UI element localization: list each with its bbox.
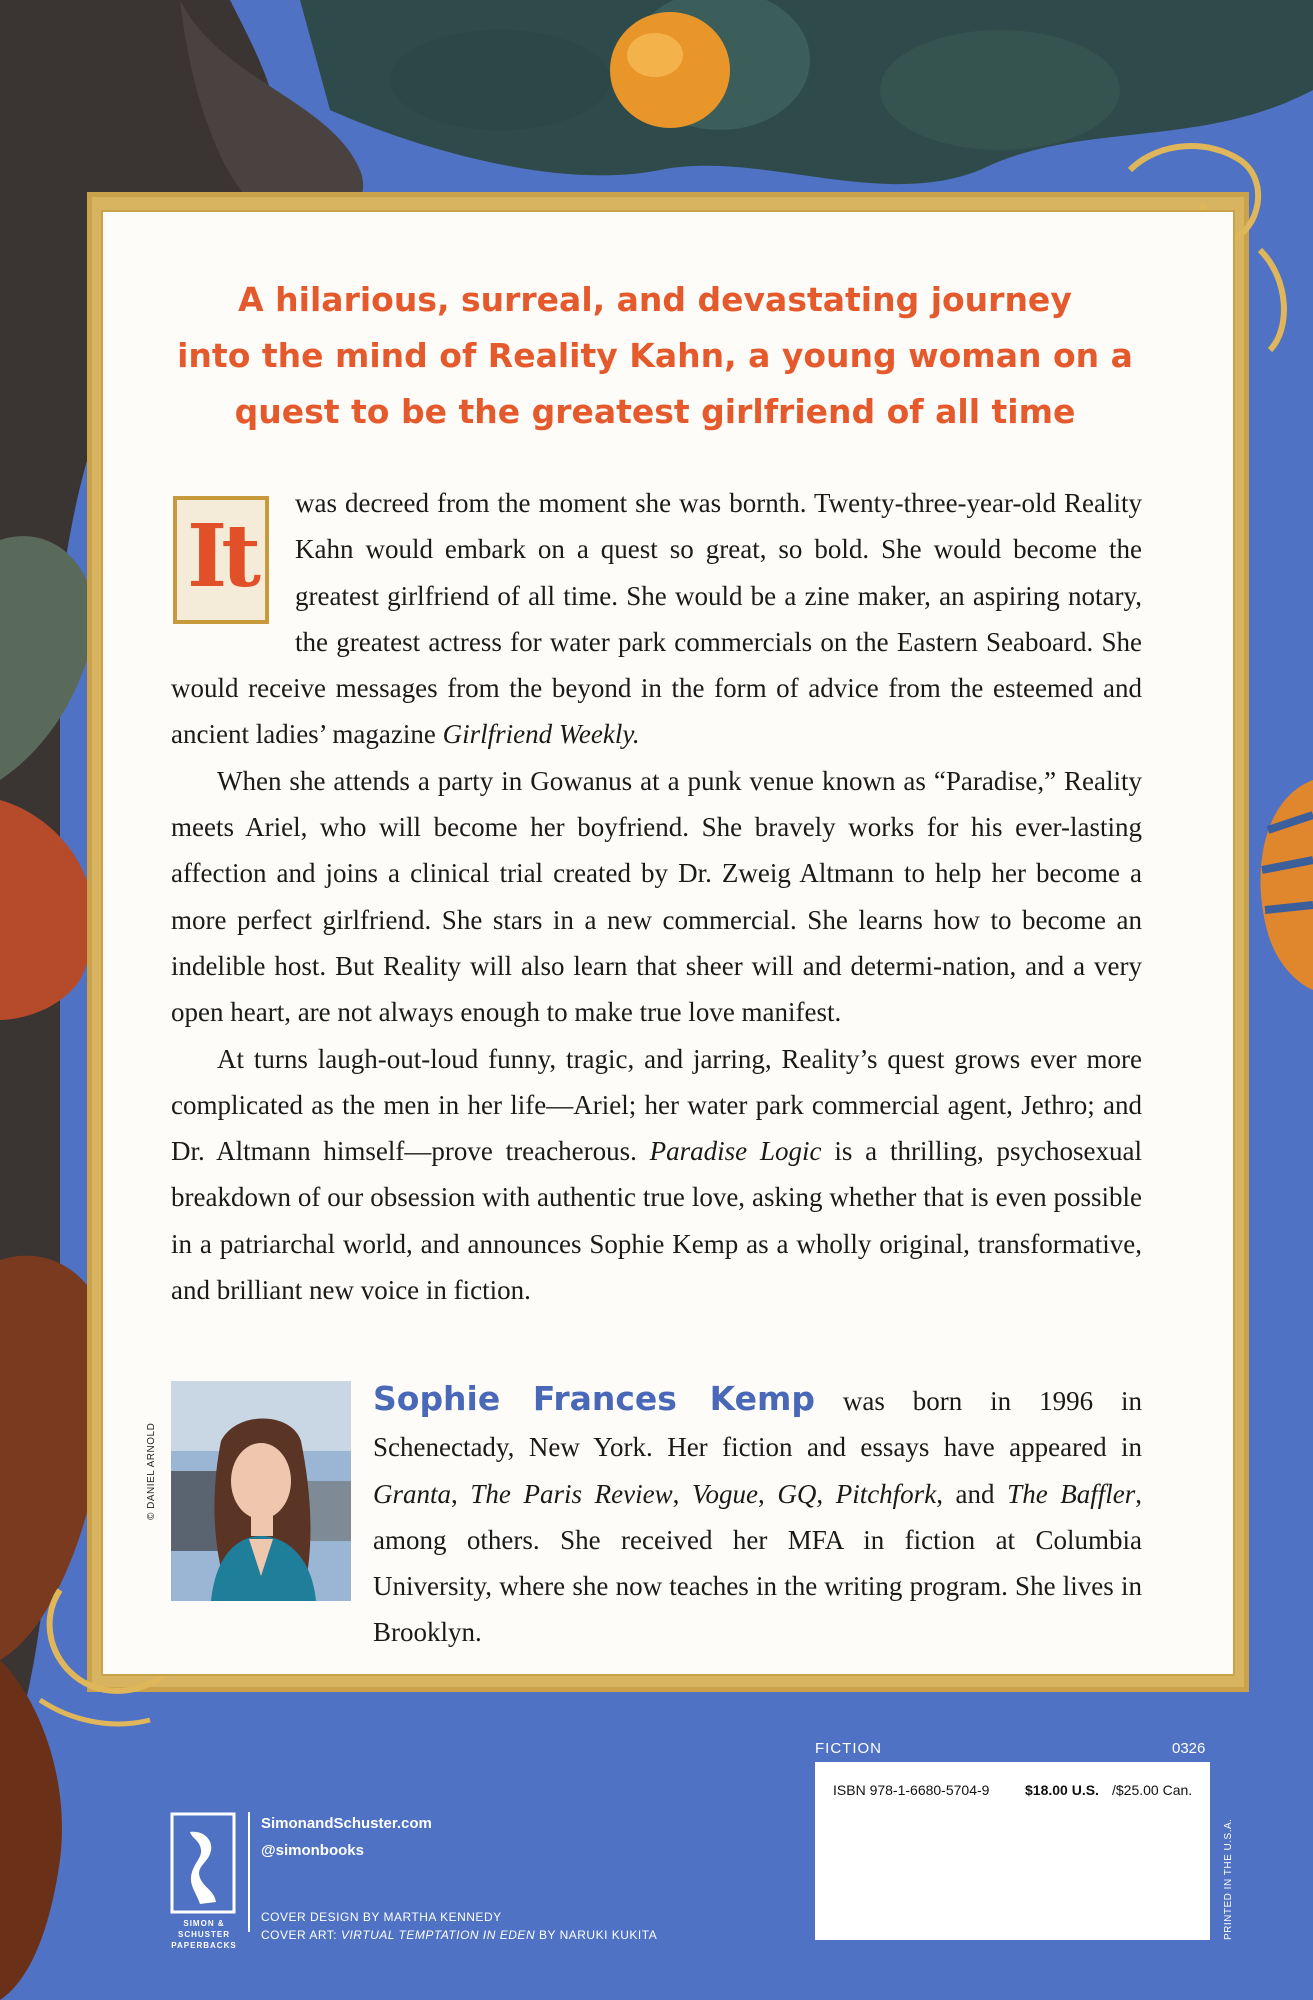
paragraph-3 — [171, 1036, 1142, 1314]
drop-cap-letter: It — [187, 506, 255, 607]
bio-sep-4: , — [816, 1478, 836, 1509]
drop-cap — [163, 484, 277, 632]
tagline-line-1: A hilarious, surreal, and devastating journey — [238, 280, 1072, 319]
price-can: /$25.00 Can. — [1112, 1782, 1193, 1798]
paragraph-3-end: is a thrilling, psychosexual breakdown of our obsession with authentic true love, asking whether that is even possible in a patriarchal world, and announces Sophie Kemp as a wholly original, transformative, and brilliant new voice in fiction. — [171, 1136, 1142, 1306]
tagline — [150, 272, 1160, 440]
publication-gq: GQ — [777, 1478, 817, 1509]
author-bio — [373, 1376, 1142, 1656]
paragraph-1-text: was decreed from the moment she was bornth. Twenty-three-year-old Reality Kahn would embark on a quest so great, so bold. She would become the greatest girlfriend of all time. She would be a zine maker, an aspiring notary, the greatest actress for water park commercials on the Eastern Seaboard. She would receive messages from the beyond in the form of advice from the esteemed and ancient ladies’ magazine — [171, 488, 1142, 750]
publication-vogue: Vogue — [691, 1478, 758, 1509]
paragraph-1 — [171, 480, 1142, 758]
tagline-line-3: quest to be the greatest girlfriend of all time — [234, 392, 1076, 431]
cover-art-suffix: BY NARUKI KUKITA — [535, 1928, 658, 1942]
publisher-divider — [248, 1812, 250, 1932]
paragraph-2: When she attends a party in Gowanus at a punk venue known as “Paradise,” Reality meets Ariel, who will become her boyfriend. She bravely works for his ever-lasting affection and joins a clinical trial created by Dr. Zweig Altmann to help her become a more perfect girlfriend. She stars in a new commercial. She learns how to become an indelible host. But Reality will also learn that sheer will and determi-nation, and a very open heart, are not always enough to make true love manifest. — [171, 765, 1142, 1028]
magazine-title: Girlfriend Weekly. — [442, 719, 640, 750]
publication-granta: Granta — [373, 1478, 452, 1509]
photo-credit: © DANIEL ARNOLD — [146, 1422, 157, 1520]
cover-art-prefix: COVER ART: — [261, 1928, 341, 1942]
bio-sep-1: , — [451, 1478, 471, 1509]
cover-art-title: VIRTUAL TEMPTATION IN EDEN — [340, 1928, 536, 1942]
category-code: 0326 — [1172, 1740, 1206, 1757]
book-description — [171, 480, 1142, 1313]
bio-sep-3: , — [757, 1478, 778, 1509]
publisher-handle[interactable]: @simonbooks — [261, 1842, 364, 1859]
publisher-website[interactable]: SimonandSchuster.com — [261, 1815, 432, 1832]
cover-design-credit: COVER DESIGN BY MARTHA KENNEDY — [261, 1910, 502, 1924]
publisher-imprint: SIMON & SCHUSTER PAPERBACKS — [171, 1919, 237, 1950]
bio-sep-2: , — [672, 1478, 692, 1509]
bio-text-1: was born in 1996 in Schenectady, New York. Her fiction and essays have appeared in — [373, 1386, 1142, 1463]
publication-paris-review: The Paris Review — [470, 1478, 673, 1509]
isbn: ISBN 978-1-6680-5704-9 — [833, 1782, 990, 1798]
paragraph-3-start: At turns laugh-out-loud funny, tragic, and jarring, Reality’s quest grows ever more complicated as the men in her life—Ariel; her water park commercial agent, Jethro; and Dr. Altmann himself—prove treacherous. — [171, 1043, 1142, 1167]
author-name: Sophie Frances Kemp — [373, 1379, 815, 1418]
price-us: $18.00 U.S. — [1025, 1782, 1099, 1798]
bio-text-2: , among others. She received her MFA in fiction at Columbia University, where she now teaches in the writing program. She lives in Brooklyn. — [373, 1478, 1143, 1648]
publication-pitchfork: Pitchfork — [835, 1478, 937, 1509]
publication-baffler: The Baffler — [1007, 1478, 1136, 1509]
cover-art-credit — [261, 1928, 657, 1942]
book-title: Paradise Logic — [649, 1136, 822, 1167]
tagline-line-2: into the mind of Reality Kahn, a young woman on a — [177, 336, 1133, 375]
publisher-logo-icon — [170, 1812, 236, 1922]
category-label: FICTION — [815, 1740, 882, 1757]
author-photo — [171, 1381, 351, 1601]
bio-sep-5: , and — [936, 1478, 1008, 1509]
printed-in: PRINTED IN THE U.S.A. — [1223, 1818, 1234, 1940]
